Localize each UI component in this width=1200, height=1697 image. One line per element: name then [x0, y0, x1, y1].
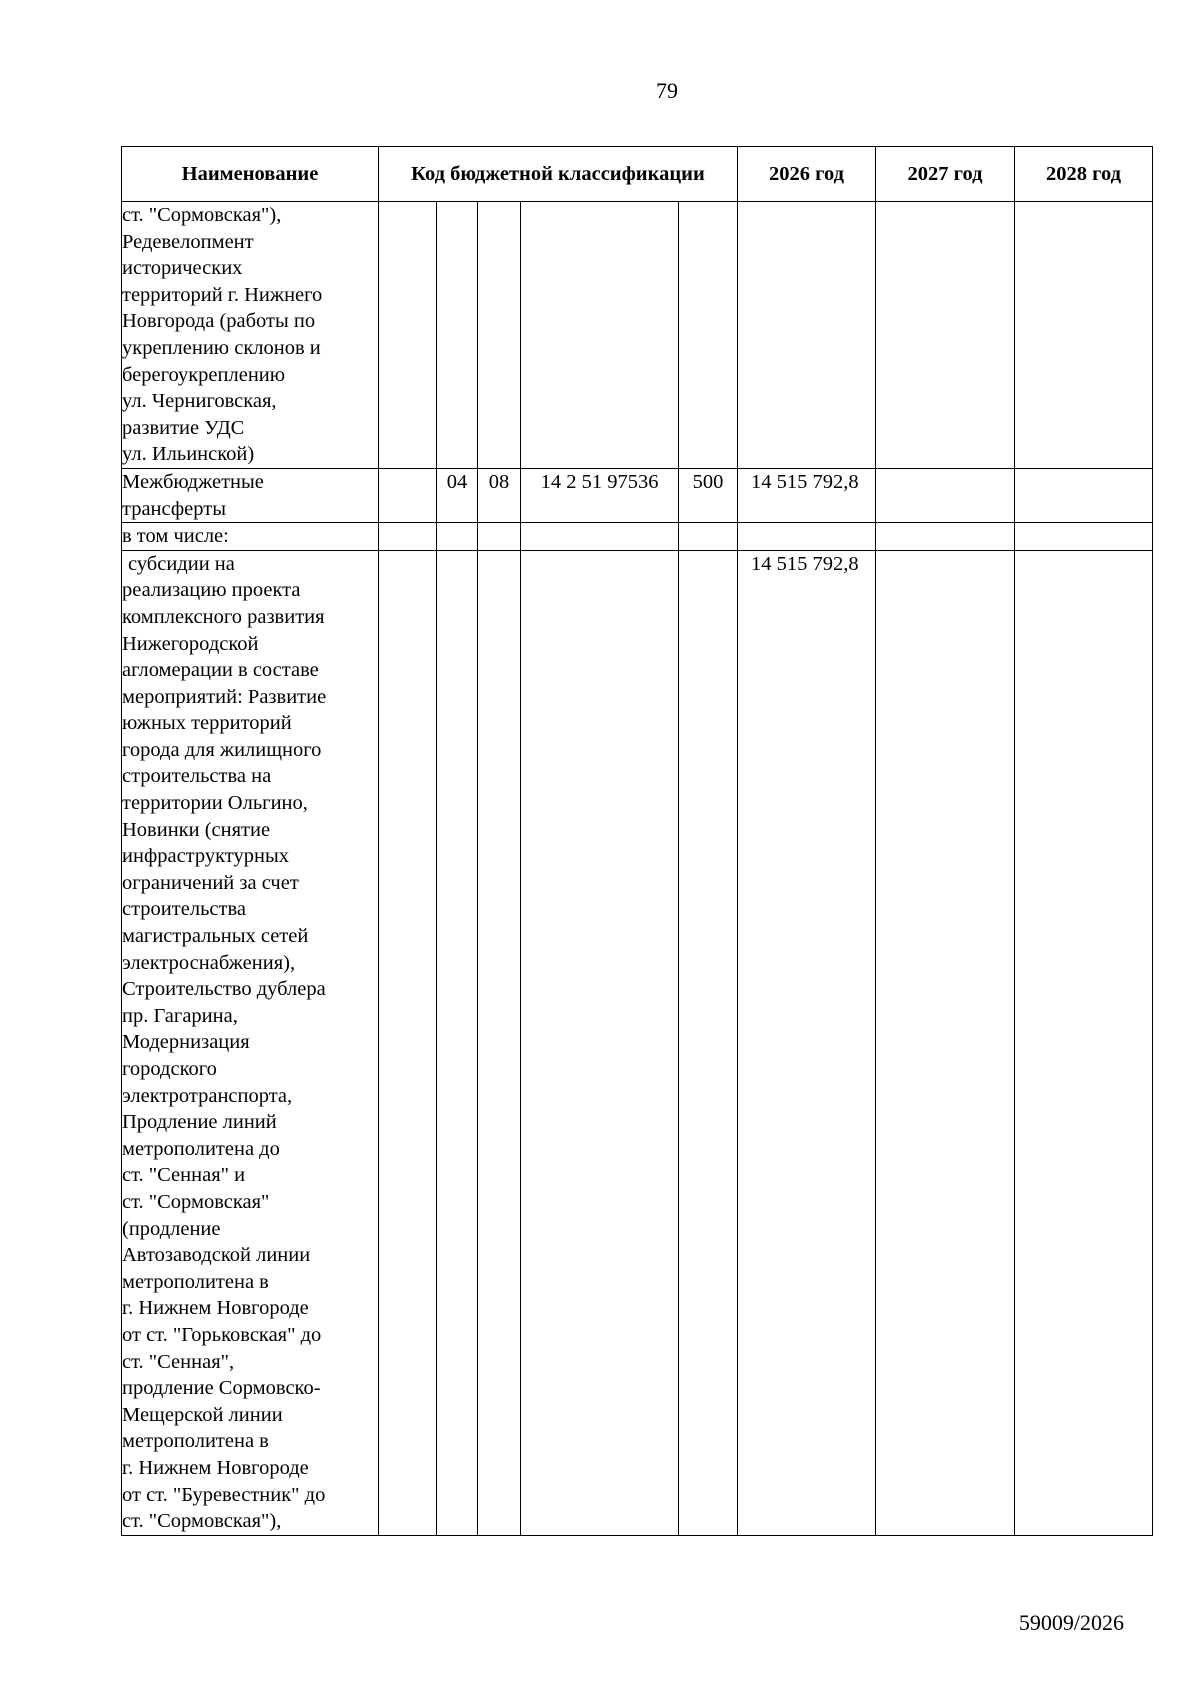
table-row — [122, 202, 1153, 469]
cell-c5: 500 — [679, 468, 738, 522]
name-line: города для жилищного — [122, 738, 322, 761]
cell-c1 — [379, 202, 437, 469]
row-name-cell — [122, 523, 379, 551]
name-line: метрополитена в — [122, 1270, 269, 1293]
name-line: Модернизация — [122, 1031, 250, 1054]
cell-y2028 — [1015, 202, 1153, 469]
name-line: ул. Черниговская, — [122, 390, 277, 413]
header-2026: 2026 год — [738, 147, 876, 202]
document-number: 59009/2026 — [1018, 1610, 1124, 1635]
name-line: Продление линий — [122, 1111, 277, 1134]
cell-c3 — [478, 550, 521, 1535]
cell-c4 — [521, 202, 679, 469]
name-line: берегоукреплению — [122, 363, 286, 386]
name-line: развитие УДС — [122, 416, 245, 439]
name-line: территории Ольгино, — [122, 792, 308, 815]
header-2028: 2028 год — [1015, 147, 1153, 202]
name-line: трансферты — [122, 497, 226, 520]
cell-c2 — [437, 202, 478, 469]
table-row — [122, 550, 1153, 1535]
cell-c1 — [379, 523, 437, 551]
header-2027: 2027 год — [876, 147, 1015, 202]
name-line: Строительство дублера — [122, 978, 326, 1001]
name-line: ст. "Сормовская"), — [122, 1510, 282, 1533]
row-name-cell — [122, 550, 379, 1535]
name-line: от ст. "Буревестник" до — [122, 1483, 326, 1506]
name-line: Межбюджетные — [122, 470, 264, 493]
page-number: 79 — [656, 78, 678, 103]
name-line: электроснабжения), — [122, 951, 296, 974]
table-row — [122, 468, 1153, 522]
cell-c3 — [478, 523, 521, 551]
name-line: продление Сормовско- — [122, 1377, 321, 1400]
name-line: Нижегородской — [122, 632, 259, 655]
cell-y2027 — [876, 202, 1015, 469]
cell-y2027 — [876, 550, 1015, 1535]
name-line: комплексного развития — [122, 605, 325, 628]
cell-y2028 — [1015, 550, 1153, 1535]
name-line: Новгорода (работы по — [122, 310, 316, 333]
budget-table — [121, 146, 1153, 1536]
name-line: электротранспорта, — [122, 1084, 293, 1107]
name-line: ст. "Сенная" и — [122, 1164, 246, 1187]
cell-c1 — [379, 550, 437, 1535]
cell-y2026: 14 515 792,8 — [738, 468, 876, 522]
cell-c3 — [478, 202, 521, 469]
name-line: мероприятий: Развитие — [122, 685, 327, 708]
cell-c2 — [437, 523, 478, 551]
name-line: метрополитена в — [122, 1430, 269, 1453]
name-line: пр. Гагарина, — [122, 1004, 238, 1027]
cell-c3: 08 — [478, 468, 521, 522]
name-line: Новинки (снятие — [122, 818, 271, 841]
cell-y2028 — [1015, 468, 1153, 522]
cell-c5 — [679, 202, 738, 469]
name-line: строительства на — [122, 765, 272, 788]
cell-c5 — [679, 523, 738, 551]
header-name: Наименование — [122, 147, 379, 202]
name-line: в том числе: — [122, 525, 229, 548]
cell-y2026 — [738, 523, 876, 551]
name-line: ст. "Сормовская" — [122, 1190, 270, 1213]
name-line: г. Нижнем Новгороде — [122, 1456, 309, 1479]
name-line: Редевелопмент — [122, 230, 254, 253]
row-name-cell — [122, 468, 379, 522]
name-line: субсидии на — [128, 552, 235, 575]
cell-c2: 04 — [437, 468, 478, 522]
name-line: инфраструктурных — [122, 845, 289, 868]
cell-c2 — [437, 550, 478, 1535]
name-line: ст. "Сормовская"), — [122, 204, 282, 226]
name-line: городского — [122, 1058, 217, 1080]
name-line: агломерации в составе — [122, 659, 319, 682]
name-line: строительства — [122, 898, 246, 921]
name-line: территорий г. Нижнего — [122, 283, 323, 306]
name-line: ст. "Сенная", — [122, 1350, 235, 1373]
header-code: Код бюджетной классификации — [379, 147, 738, 202]
name-line: реализацию проекта — [122, 579, 301, 602]
name-line: ограничений за счет — [122, 871, 299, 894]
cell-c5 — [679, 550, 738, 1535]
cell-c4 — [521, 523, 679, 551]
cell-y2026: 14 515 792,8 — [738, 550, 876, 1535]
cell-y2028 — [1015, 523, 1153, 551]
row-name-cell — [122, 202, 379, 469]
name-line: исторических — [122, 257, 243, 280]
cell-c1 — [379, 468, 437, 522]
name-line: Мещерской линии — [122, 1403, 283, 1426]
cell-c4 — [521, 550, 679, 1535]
name-line: от ст. "Горьковская" до — [122, 1323, 322, 1346]
header-row — [122, 147, 1153, 202]
name-line: магистральных сетей — [122, 925, 309, 948]
name-line: южных территорий — [122, 712, 292, 735]
name-line: (продление — [122, 1217, 221, 1240]
name-line: метрополитена до — [122, 1137, 280, 1160]
cell-y2027 — [876, 523, 1015, 551]
cell-c4: 14 2 51 97536 — [521, 468, 679, 522]
name-line: Автозаводской линии — [122, 1244, 311, 1267]
cell-y2027 — [876, 468, 1015, 522]
table-row — [122, 523, 1153, 551]
name-line: г. Нижнем Новгороде — [122, 1297, 309, 1320]
name-line: ул. Ильинской) — [122, 443, 255, 466]
name-line: укреплению склонов и — [122, 336, 321, 359]
cell-y2026 — [738, 202, 876, 469]
